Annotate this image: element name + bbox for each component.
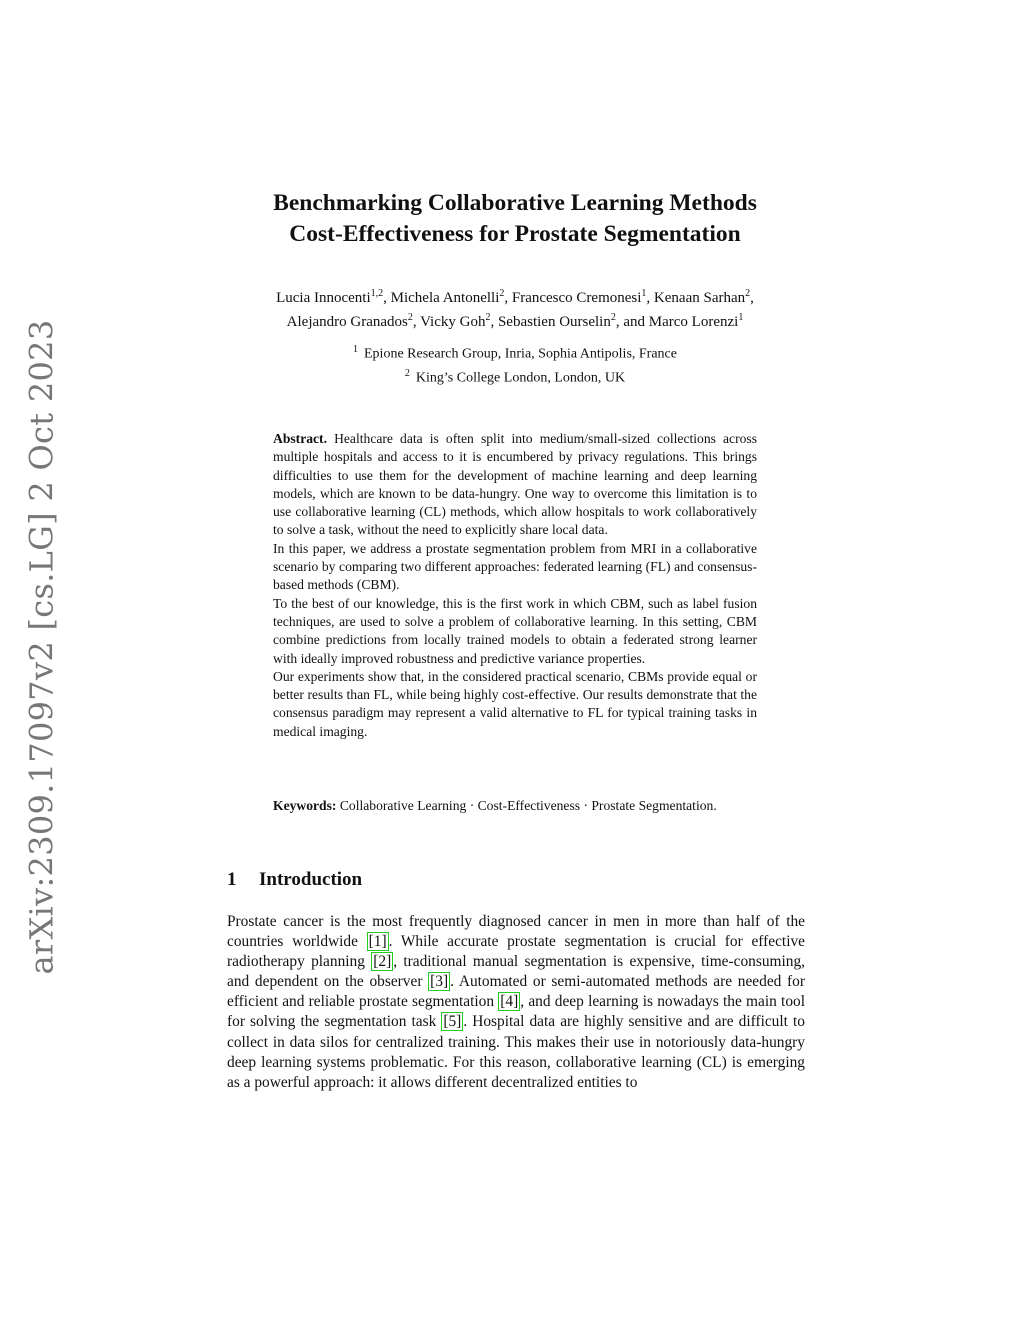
section-heading: [227, 869, 362, 891]
keywords-text: Collaborative Learning · Cost-Effectiveness · Prostate Segmentation.: [339, 798, 717, 813]
affiliation-1: [200, 340, 830, 364]
author-affiliation-mark: 1,2: [370, 288, 384, 299]
author-name: Marco Lorenzi: [648, 314, 739, 330]
citation-link[interactable]: [4]: [500, 993, 519, 1011]
abstract-paragraph-3: To the best of our knowledge, this is the first work in which CBM, such as label fusion techniques, are used to solve a problem of collaborative learning. In this setting, CBM combine predictions from locally trained models to obtain a federated strong learner with ideally improved robustness and predictive variance properties.: [273, 595, 757, 666]
introduction-paragraph: [227, 912, 805, 1093]
citation-link[interactable]: [3]: [430, 973, 449, 991]
arxiv-identifier-text: arXiv:2309.17097v2 [cs.LG] 2 Oct 2023: [22, 319, 60, 975]
author-affiliation-mark: 1: [738, 312, 744, 323]
affiliation-number: 2: [404, 367, 410, 379]
author-name: Michela Antonelli: [390, 290, 500, 306]
citation-link[interactable]: [2]: [373, 953, 392, 971]
author-affiliation-mark: 2: [610, 312, 616, 323]
author-separator: , and: [615, 314, 649, 330]
affiliation-number: 1: [353, 344, 358, 355]
author-separator: ,: [412, 314, 421, 330]
author-name: Sebastien Ourselin: [497, 314, 611, 330]
author-name: Alejandro Granados: [286, 314, 408, 330]
keywords-label: Keywords:: [273, 798, 337, 813]
author-separator: ,: [750, 290, 754, 306]
author-name: Francesco Cremonesi: [511, 290, 642, 306]
arxiv-identifier: [20, 319, 62, 975]
paper-title: [200, 188, 830, 250]
author-separator: ,: [490, 314, 498, 330]
title-line-1: Benchmarking Collaborative Learning Methods: [273, 190, 757, 216]
author-line-2: [200, 308, 830, 332]
author-separator: ,: [646, 290, 654, 306]
author-name: Kenaan Sarhan: [653, 290, 746, 306]
author-affiliation-mark: 1: [641, 288, 647, 299]
author-affiliation-mark: 2: [485, 312, 491, 323]
author-affiliation-mark: 2: [499, 288, 505, 299]
author-list: [200, 284, 830, 332]
intro-sentence: Prostate cancer is the most frequently diagnosed cancer in men in more than half of the countries worldwide: [227, 913, 805, 951]
author-separator: ,: [383, 290, 391, 306]
abstract: [273, 430, 757, 741]
abstract-paragraph-1: [273, 430, 757, 540]
affiliations: [200, 340, 830, 387]
author-affiliation-mark: 2: [745, 288, 751, 299]
citation-link[interactable]: [1]: [368, 933, 387, 951]
abstract-text: Healthcare data is often split into medium/small-sized collections across multiple hospitals and access to it is encumbered by privacy regulations. This brings difficulties to use them for the development of machine learning and deep learning models, which are known to be data-hungry. One way to overcome this limitation is to use collaborative learning (CL) methods, which allow hospitals to work collaboratively to solve a task, without the need to explicitly share local data.: [273, 431, 757, 538]
abstract-paragraph-4: Our experiments show that, in the considered practical scenario, CBMs provide equal or better results than FL, while being highly cost-effective. Our results demonstrate that the consensus paradigm may represent a valid alternative to FL for typical training tasks in medical imaging.: [273, 668, 757, 739]
intro-sentence: . While accurate prostate segmentation is crucial for effective radiotherapy planning: [227, 933, 805, 971]
citation-link[interactable]: [5]: [443, 1013, 462, 1031]
intro-sentence: . Hospital data are highly sensitive and are difficult to collect in data silos for centralized training. This makes their use in notoriously data-hungry deep learning systems problematic. For this reason, collaborative learning (CL) is emerging as a powerful approach: it allows different decentralized entities to: [227, 1013, 805, 1091]
abstract-label: Abstract.: [273, 431, 327, 446]
title-line-2: Cost-Effectiveness for Prostate Segmentation: [289, 221, 741, 247]
author-name: Vicky Goh: [420, 314, 486, 330]
author-name: Lucia Innocenti: [276, 290, 371, 306]
affiliation-text: Epione Research Group, Inria, Sophia Antipolis, France: [364, 346, 677, 362]
author-affiliation-mark: 2: [407, 312, 413, 323]
intro-sentence: . Automated or semi-automated methods are needed for efficient and reliable prostate segmentation: [227, 973, 806, 1011]
intro-sentence: , and deep learning is nowadays the main tool for solving the segmentation task: [227, 993, 805, 1031]
affiliation-text: King’s College London, London, UK: [415, 370, 626, 386]
affiliation-2: [200, 364, 830, 388]
section-number: 1: [227, 869, 237, 890]
section-title: Introduction: [259, 869, 363, 890]
introduction-text: [227, 912, 805, 1093]
intro-sentence: , traditional manual segmentation is expensive, time-consuming, and dependent on the observer: [227, 953, 806, 991]
author-separator: ,: [504, 290, 512, 306]
abstract-paragraph-2: In this paper, we address a prostate segmentation problem from MRI in a collaborative scenario by comparing two different approaches: federated learning (FL) and consensus-based methods (CBM).: [273, 540, 757, 593]
keywords: [273, 797, 757, 815]
author-line-1: [200, 284, 830, 308]
